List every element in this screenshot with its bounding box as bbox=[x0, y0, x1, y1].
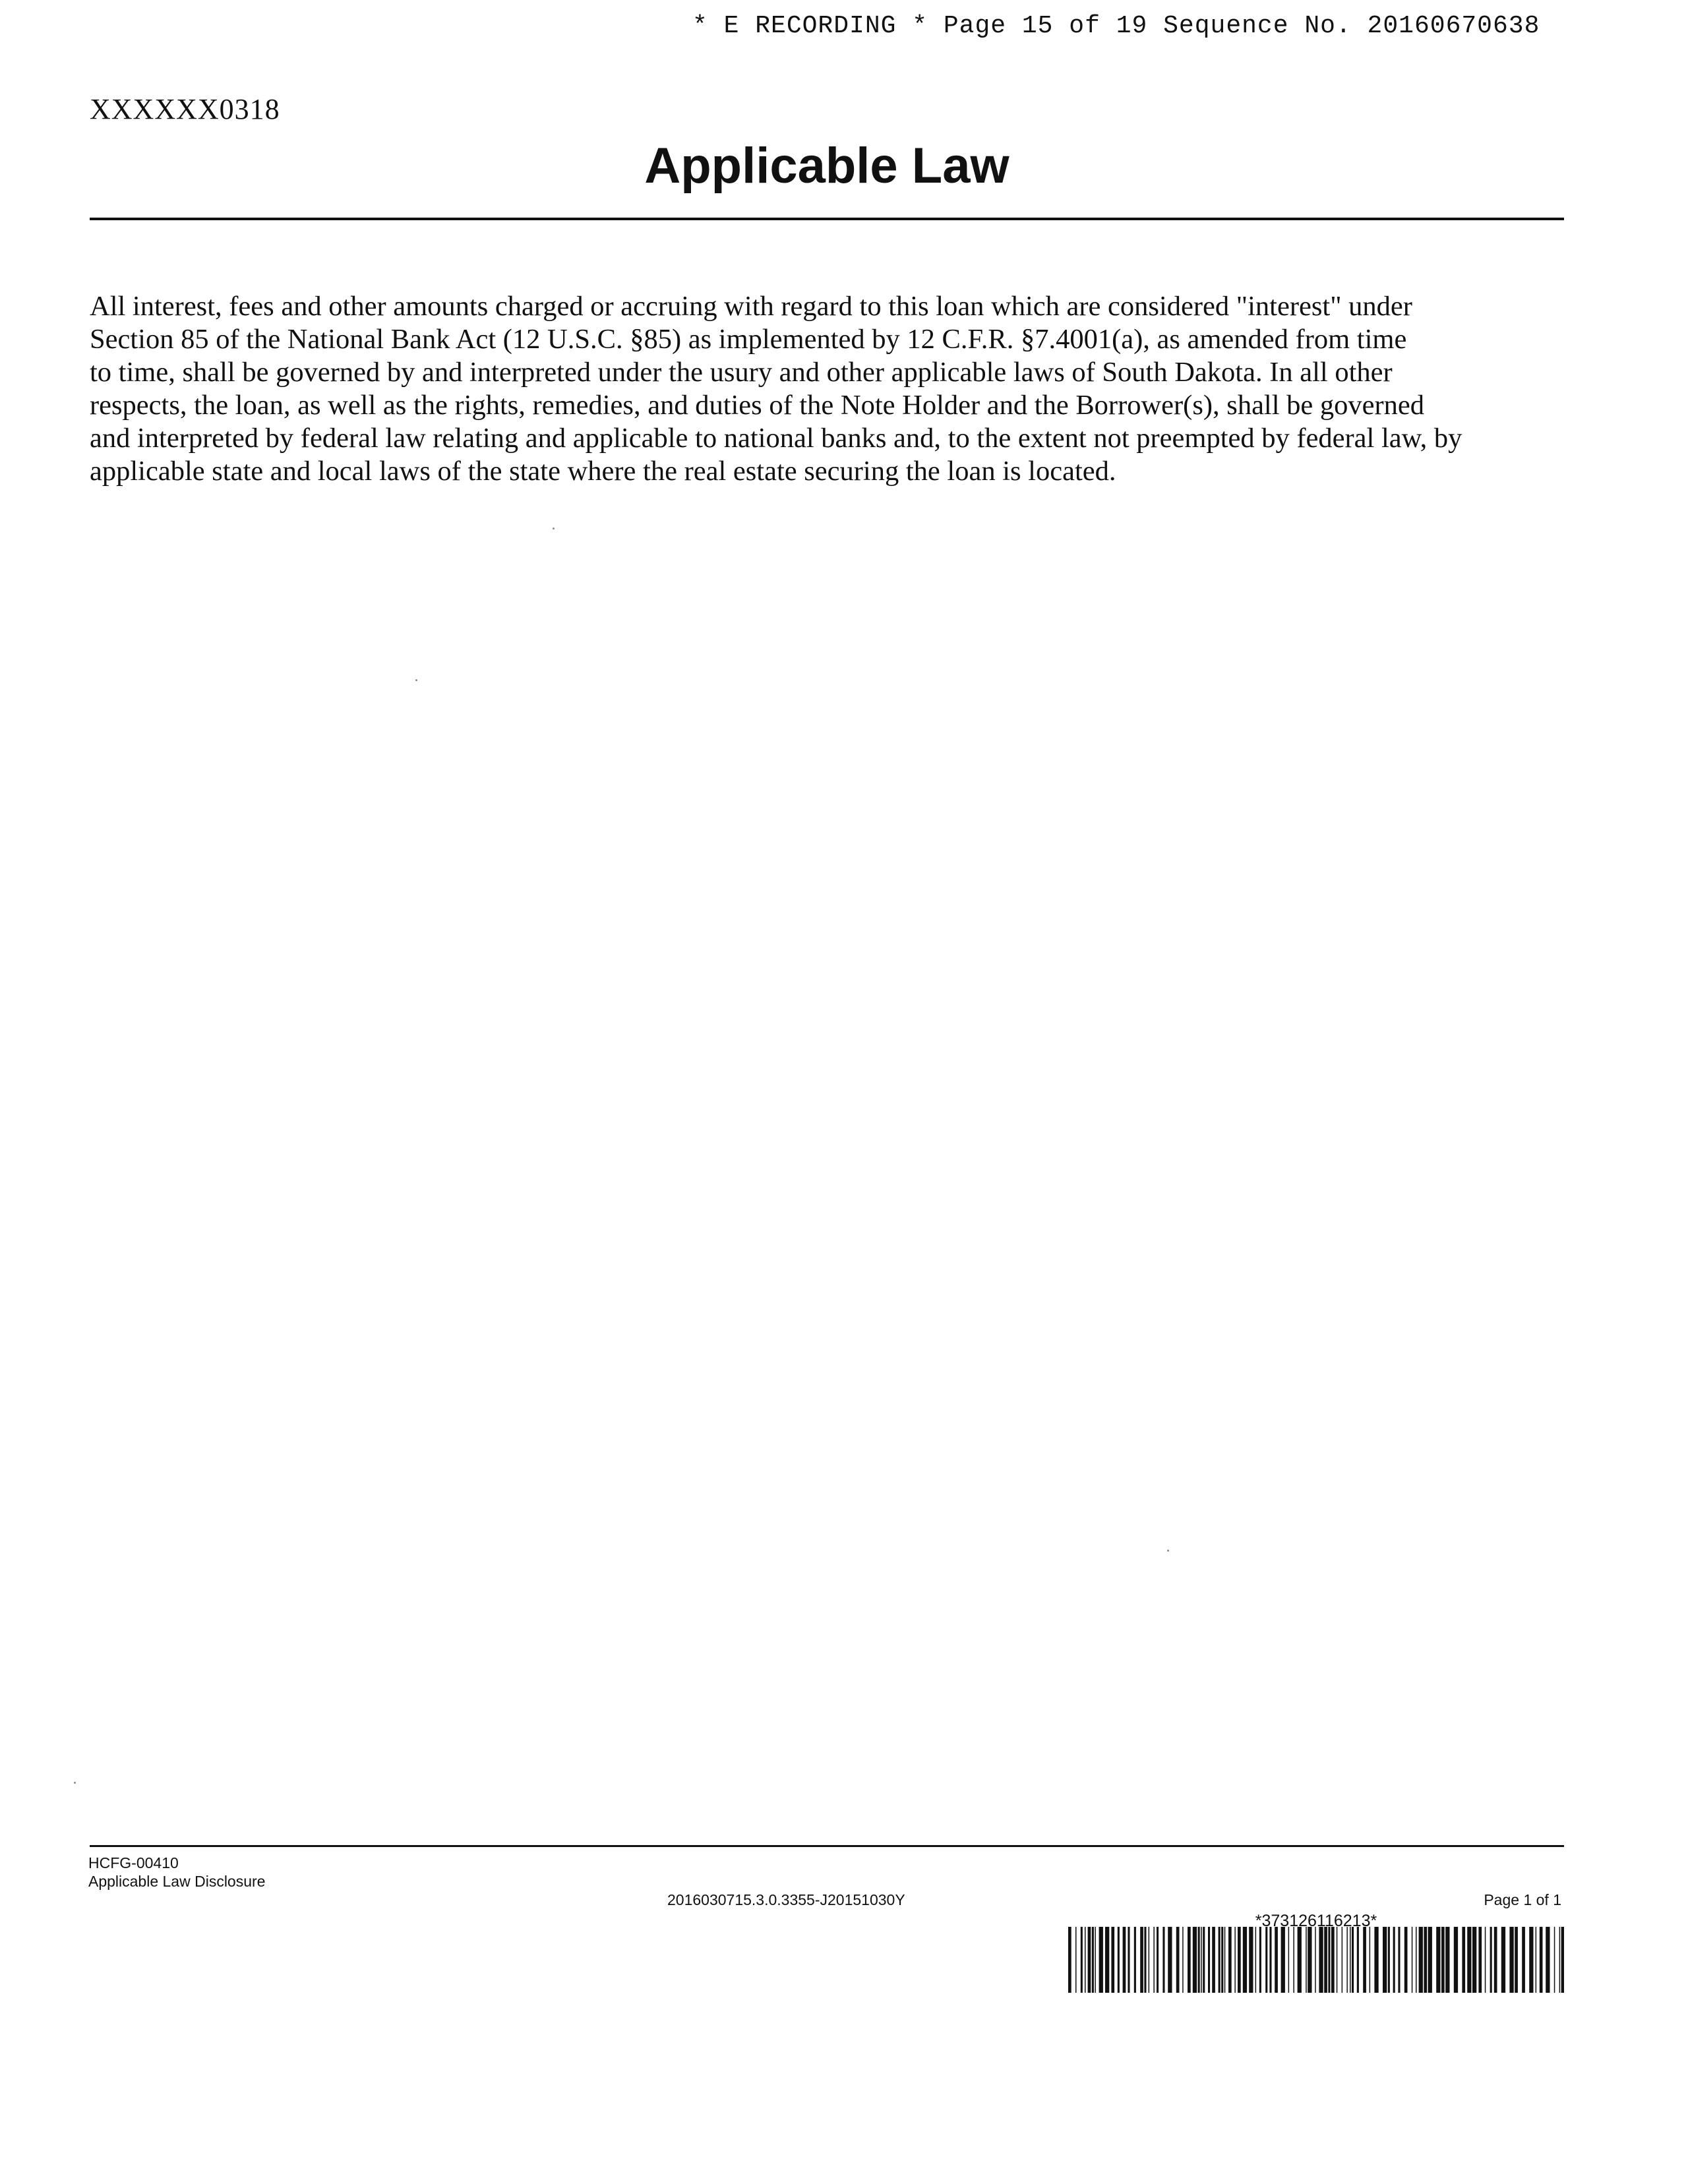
barcode-bar bbox=[1144, 1927, 1146, 1993]
barcode-bar bbox=[1293, 1927, 1294, 1993]
document-id: 2016030715.3.0.3355-J20151030Y bbox=[667, 1891, 905, 1908]
form-name: Applicable Law Disclosure bbox=[88, 1873, 266, 1890]
barcode-bar bbox=[1393, 1927, 1395, 1993]
barcode-bars bbox=[1068, 1927, 1564, 1993]
scan-speck bbox=[1167, 1550, 1169, 1552]
barcode-bar bbox=[1363, 1927, 1366, 1993]
barcode-bar bbox=[1182, 1927, 1184, 1993]
barcode-bar bbox=[1111, 1927, 1114, 1993]
barcode-bar bbox=[1269, 1927, 1271, 1993]
barcode-bar bbox=[1308, 1927, 1311, 1993]
barcode-bar bbox=[1412, 1927, 1413, 1993]
barcode-bar bbox=[1105, 1927, 1109, 1993]
barcode-bar bbox=[1234, 1927, 1236, 1993]
barcode-bar bbox=[1546, 1927, 1550, 1993]
barcode-bar bbox=[1118, 1927, 1120, 1993]
barcode-bar bbox=[1357, 1927, 1359, 1993]
footer-divider bbox=[90, 1845, 1564, 1847]
barcode-bar bbox=[1454, 1927, 1458, 1993]
barcode-bar bbox=[1342, 1927, 1343, 1993]
barcode-bar bbox=[1490, 1927, 1492, 1993]
barcode-bar bbox=[1288, 1927, 1290, 1993]
barcode-bar bbox=[1188, 1927, 1191, 1993]
barcode-bar bbox=[1255, 1927, 1257, 1993]
barcode-bar bbox=[1554, 1927, 1555, 1993]
barcode-bar bbox=[1561, 1927, 1564, 1993]
barcode-bar bbox=[1478, 1927, 1482, 1993]
loan-id: XXXXXX0318 bbox=[90, 93, 280, 125]
paragraph-line: applicable state and local laws of the state where the real estate securing the loan is located. bbox=[90, 456, 1116, 487]
barcode-bar bbox=[1203, 1927, 1205, 1993]
paragraph-line: respects, the loan, as well as the rights, remedies, and duties of the Note Holder and the Borrower(s), shall be governed bbox=[90, 390, 1425, 421]
paragraph-line: and interpreted by federal law relating and applicable to national banks and, to the extent not preempted by federal law, by bbox=[90, 423, 1462, 454]
barcode-bar bbox=[1193, 1927, 1197, 1993]
barcode-bar bbox=[1275, 1927, 1278, 1993]
barcode-bar bbox=[1370, 1927, 1371, 1993]
barcode-bar bbox=[1221, 1927, 1223, 1993]
barcode-bar bbox=[1128, 1927, 1130, 1993]
barcode bbox=[1068, 1912, 1564, 1998]
barcode-bar bbox=[1529, 1927, 1533, 1993]
barcode-bar bbox=[1306, 1927, 1307, 1993]
title-divider bbox=[90, 218, 1564, 220]
barcode-bar bbox=[1249, 1927, 1253, 1993]
disclosure-paragraph bbox=[90, 290, 1564, 488]
form-code: HCFG-00410 bbox=[88, 1854, 179, 1871]
barcode-bar bbox=[1515, 1927, 1518, 1993]
barcode-bar bbox=[1436, 1927, 1440, 1993]
barcode-bar bbox=[1350, 1927, 1351, 1993]
scan-speck bbox=[553, 528, 555, 530]
barcode-bar bbox=[1224, 1927, 1226, 1993]
barcode-bar bbox=[1383, 1927, 1387, 1993]
barcode-bar bbox=[1298, 1927, 1302, 1993]
barcode-bar bbox=[1315, 1927, 1316, 1993]
barcode-bar bbox=[1472, 1927, 1476, 1993]
paragraph-line: Section 85 of the National Bank Act (12 U.S.C. §85) as implemented by 12 C.F.R. §7.4001(a), as amended from time bbox=[90, 324, 1407, 355]
barcode-bar bbox=[1123, 1927, 1126, 1993]
barcode-bar bbox=[1140, 1927, 1143, 1993]
barcode-bar bbox=[1559, 1927, 1561, 1993]
barcode-bar bbox=[1088, 1927, 1091, 1993]
barcode-bar bbox=[1374, 1927, 1378, 1993]
barcode-bar bbox=[1092, 1927, 1094, 1993]
barcode-bar bbox=[1162, 1927, 1164, 1993]
barcode-label: *373126116213* bbox=[1255, 1912, 1377, 1930]
barcode-bar bbox=[1494, 1927, 1497, 1993]
barcode-bar bbox=[1085, 1927, 1086, 1993]
paragraph-line: to time, shall be governed by and interpreted under the usury and other applicable laws of South Dakota. In all other bbox=[90, 357, 1393, 388]
barcode-bar bbox=[1243, 1927, 1247, 1993]
barcode-bar bbox=[1198, 1927, 1200, 1993]
barcode-bar bbox=[1265, 1927, 1267, 1993]
recording-header: * E RECORDING * Page 15 of 19 Sequence No. 20160670638 bbox=[692, 12, 1540, 40]
barcode-bar bbox=[1462, 1927, 1465, 1993]
barcode-bar bbox=[1149, 1927, 1150, 1993]
barcode-bar bbox=[1404, 1927, 1408, 1993]
barcode-bar bbox=[1428, 1927, 1432, 1993]
barcode-bar bbox=[1328, 1927, 1330, 1993]
barcode-bar bbox=[1540, 1927, 1543, 1993]
barcode-bar bbox=[1331, 1927, 1335, 1993]
barcode-bar bbox=[1352, 1927, 1354, 1993]
page-title: Applicable Law bbox=[644, 138, 1010, 194]
barcode-bar bbox=[1467, 1927, 1471, 1993]
barcode-bar bbox=[1153, 1927, 1155, 1993]
barcode-bar bbox=[1157, 1927, 1159, 1993]
barcode-bar bbox=[1168, 1927, 1172, 1993]
barcode-bar bbox=[1219, 1927, 1221, 1993]
barcode-bar bbox=[1536, 1927, 1537, 1993]
barcode-bar bbox=[1424, 1927, 1427, 1993]
barcode-bar bbox=[1522, 1927, 1525, 1993]
barcode-bar bbox=[1081, 1927, 1083, 1993]
barcode-bar bbox=[1501, 1927, 1505, 1993]
barcode-bar bbox=[1398, 1927, 1400, 1993]
barcode-bar bbox=[1208, 1927, 1210, 1993]
barcode-bar bbox=[1259, 1927, 1261, 1993]
scan-speck bbox=[74, 1782, 76, 1784]
page-number: Page 1 of 1 bbox=[1484, 1891, 1561, 1908]
barcode-bar bbox=[1324, 1927, 1327, 1993]
barcode-bar bbox=[1095, 1927, 1096, 1993]
scan-speck bbox=[415, 679, 417, 681]
barcode-bar bbox=[1388, 1927, 1390, 1993]
paragraph-line: All interest, fees and other amounts charged or accruing with regard to this loan which are considered "interest" under bbox=[90, 291, 1412, 322]
barcode-bar bbox=[1176, 1927, 1180, 1993]
barcode-bar bbox=[1509, 1927, 1513, 1993]
barcode-bar bbox=[1419, 1927, 1423, 1993]
barcode-bar bbox=[1075, 1927, 1077, 1993]
barcode-bar bbox=[1445, 1927, 1449, 1993]
barcode-bar bbox=[1281, 1927, 1285, 1993]
barcode-bar bbox=[1319, 1927, 1323, 1993]
barcode-bar bbox=[1201, 1927, 1202, 1993]
barcode-bar bbox=[1337, 1927, 1338, 1993]
barcode-bar bbox=[1228, 1927, 1232, 1993]
barcode-bar bbox=[1238, 1927, 1241, 1993]
barcode-bar bbox=[1441, 1927, 1445, 1993]
barcode-bar bbox=[1346, 1927, 1348, 1993]
barcode-bar bbox=[1099, 1927, 1103, 1993]
barcode-bar bbox=[1212, 1927, 1215, 1993]
barcode-bar bbox=[1134, 1927, 1136, 1993]
barcode-bar bbox=[1416, 1927, 1417, 1993]
barcode-bar bbox=[1485, 1927, 1486, 1993]
barcode-bar bbox=[1068, 1927, 1071, 1993]
